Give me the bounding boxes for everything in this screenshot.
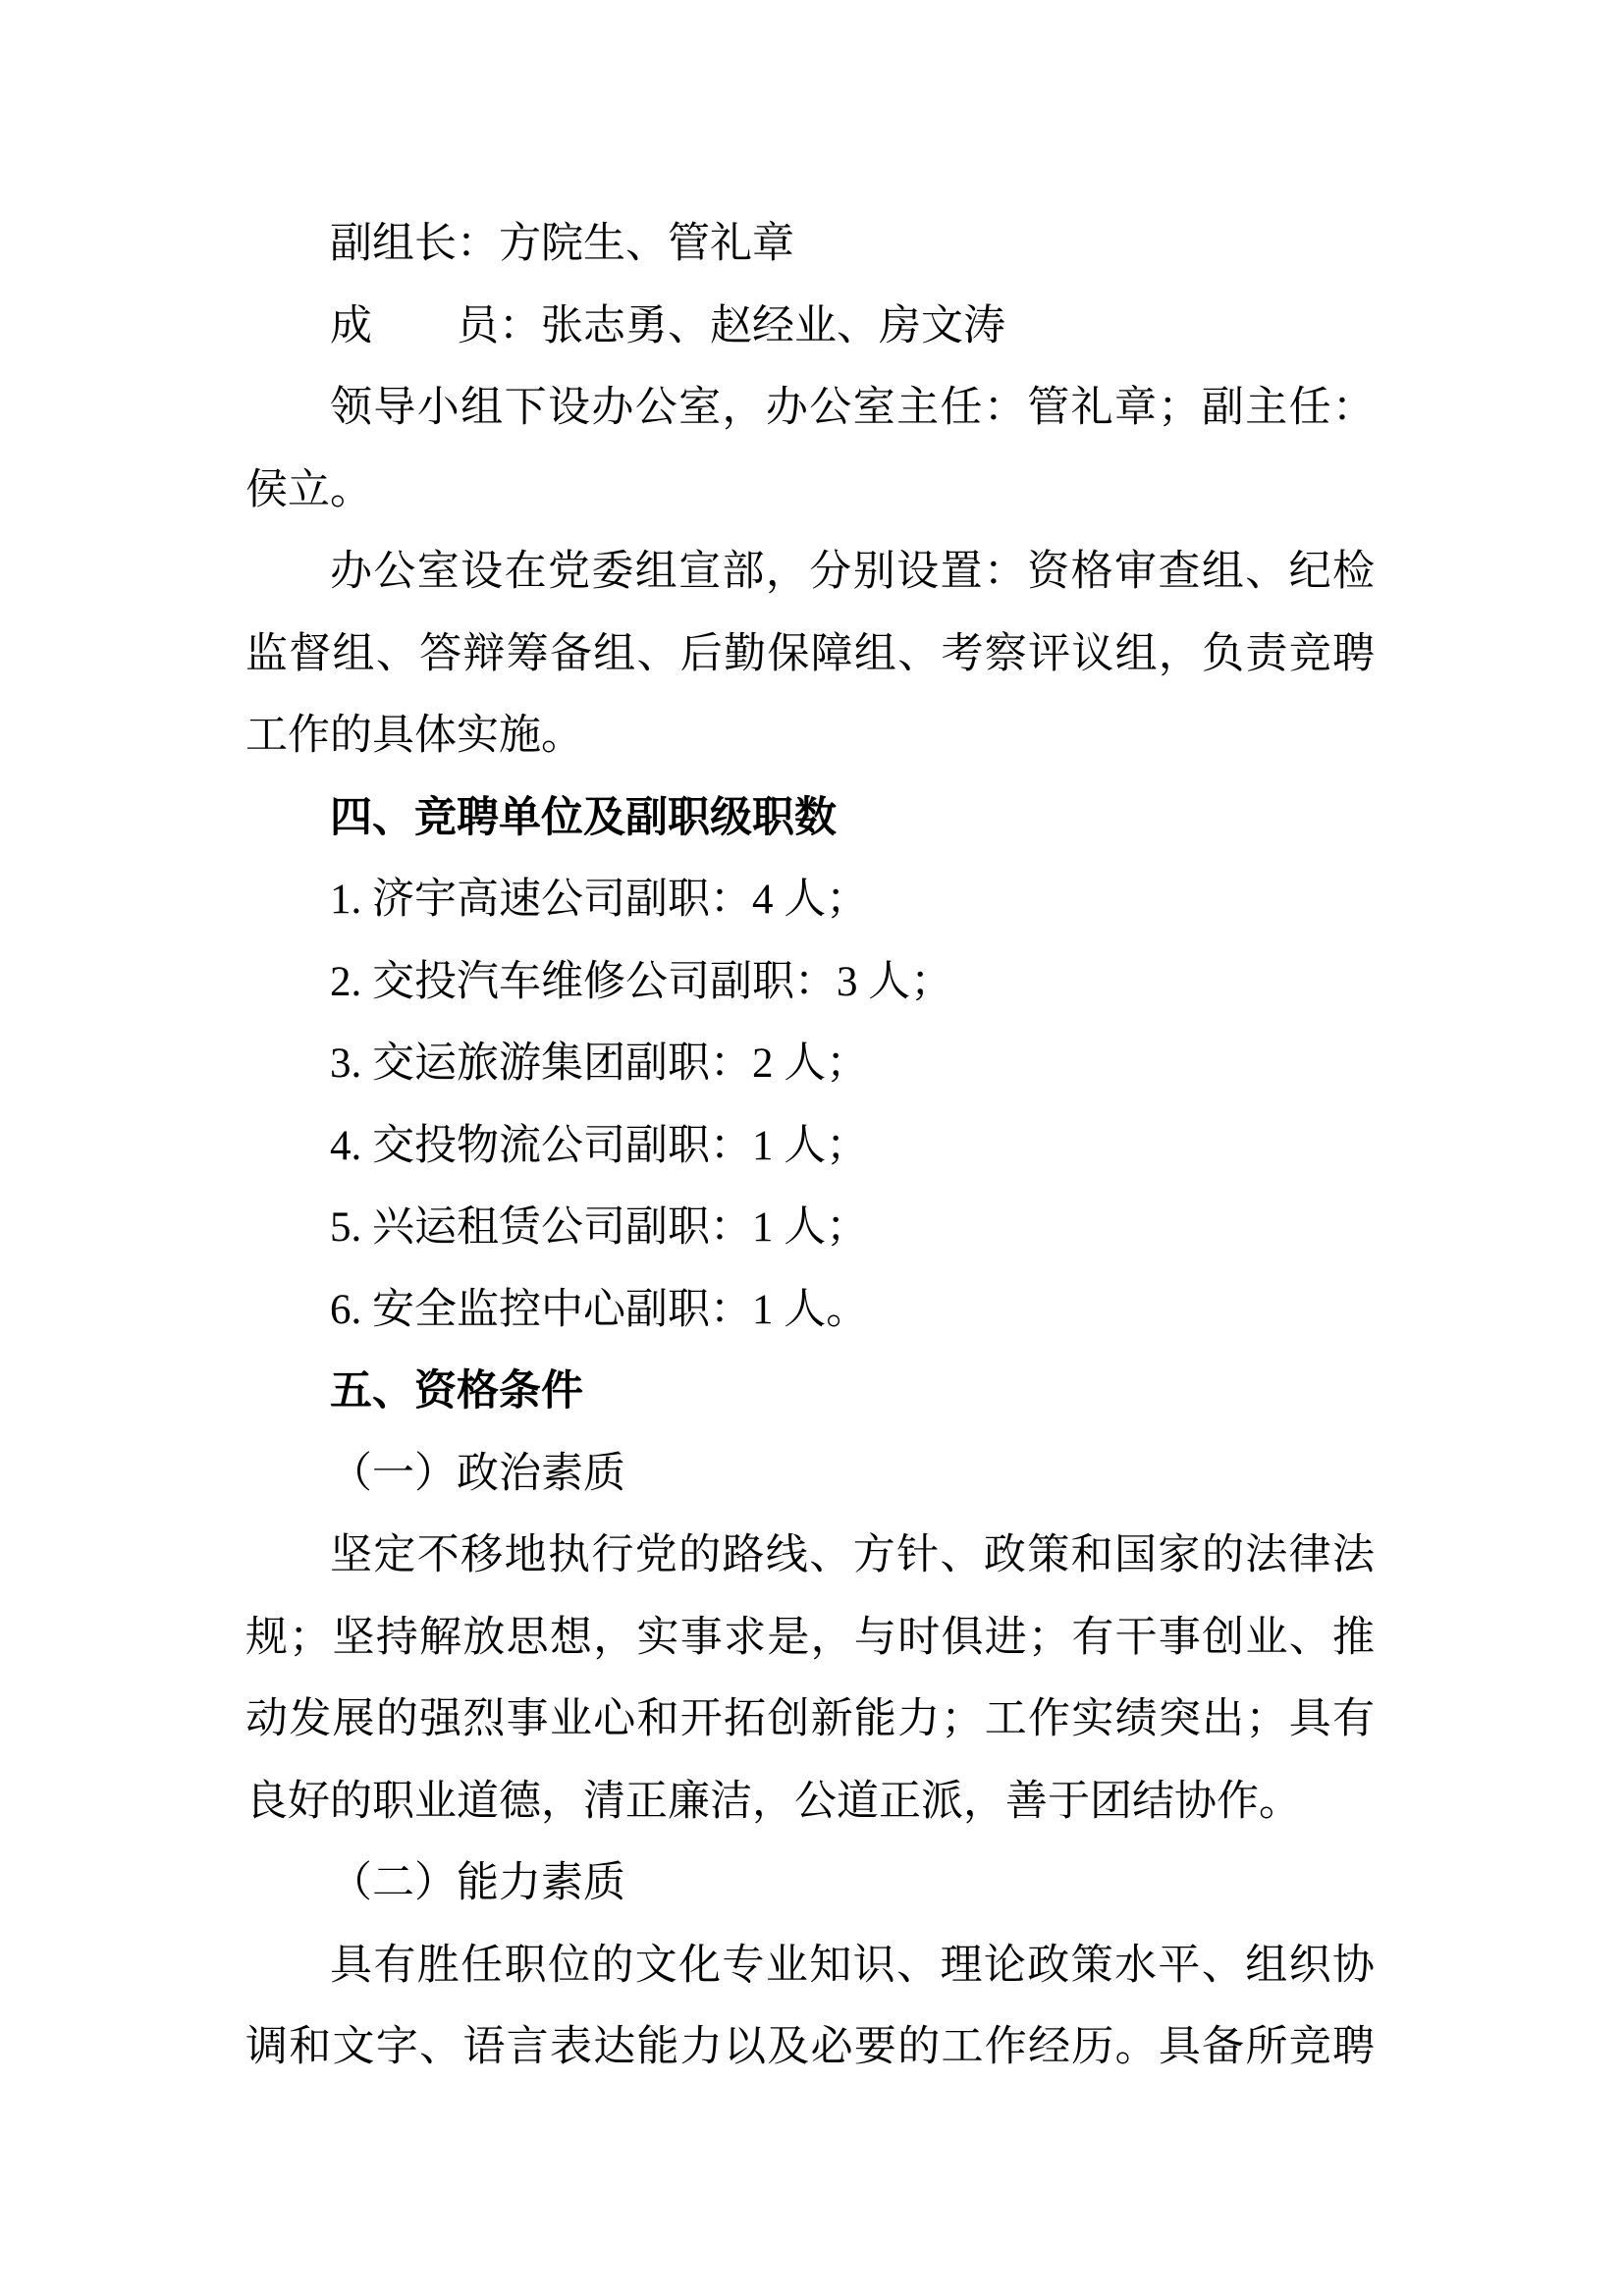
text-line: 办公室设在党委组宣部，分别设置：资格审查组、纪检	[330, 549, 1375, 595]
paragraph	[245, 203, 1375, 286]
paragraph	[245, 859, 1375, 941]
text-line: 四、竞聘单位及副职级职数	[330, 793, 837, 841]
text-line: 副组长：方院生、管礼章	[330, 221, 794, 267]
subsection-heading	[245, 1842, 1375, 1925]
paragraph	[245, 286, 1375, 368]
text-line: 具有胜任职位的文化专业知识、理论政策水平、组织协	[330, 1942, 1375, 1989]
text-line: 1. 济宇高速公司副职：4 人；	[330, 877, 869, 923]
text-line: 良好的职业道德，清正廉洁，公道正派，善于团结协作。	[245, 1778, 1301, 1825]
text-line: （二）能力素质	[330, 1860, 625, 1906]
text-line: 6. 安全监控中心副职：1 人。	[330, 1286, 869, 1333]
document-body	[245, 203, 1375, 2089]
paragraph	[245, 1925, 1375, 2089]
text-line: 规；坚持解放思想，实事求是，与时俱进；有干事创业、推	[245, 1614, 1375, 1661]
paragraph	[245, 1105, 1375, 1188]
text-line: 五、资格条件	[330, 1367, 583, 1415]
text-line: （一）政治素质	[330, 1450, 625, 1497]
text-line: 侯立。	[245, 466, 372, 513]
text-line: 调和文字、语言表达能力以及必要的工作经历。具备所竞聘	[245, 2024, 1375, 2070]
subsection-heading	[245, 1433, 1375, 1516]
text-line: 坚定不移地执行党的路线、方针、政策和国家的法律法	[330, 1532, 1375, 1578]
paragraph	[245, 1187, 1375, 1269]
paragraph	[245, 1269, 1375, 1352]
text-line: 领导小组下设办公室，办公室主任：管礼章；副主任：	[330, 385, 1375, 431]
text-line: 5. 兴运租赁公司副职：1 人；	[330, 1204, 869, 1251]
paragraph	[245, 1023, 1375, 1105]
section-heading	[245, 777, 1375, 860]
text-line: 3. 交运旅游集团副职：2 人；	[330, 1041, 869, 1087]
text-line: 动发展的强烈事业心和开拓创新能力；工作实绩突出；具有	[245, 1696, 1375, 1742]
paragraph	[245, 1515, 1375, 1842]
section-heading	[245, 1351, 1375, 1433]
text-line: 监督组、答辩筹备组、后勤保障组、考察评议组，负责竞聘	[245, 630, 1375, 677]
text-line: 2. 交投汽车维修公司副职：3 人；	[330, 958, 953, 1005]
text-line: 4. 交投物流公司副职：1 人；	[330, 1122, 869, 1169]
text-line: 成 员：张志勇、赵经业、房文涛	[330, 302, 1005, 349]
paragraph	[245, 941, 1375, 1024]
paragraph	[245, 367, 1375, 531]
text-line: 工作的具体实施。	[245, 713, 583, 759]
paragraph	[245, 531, 1375, 777]
